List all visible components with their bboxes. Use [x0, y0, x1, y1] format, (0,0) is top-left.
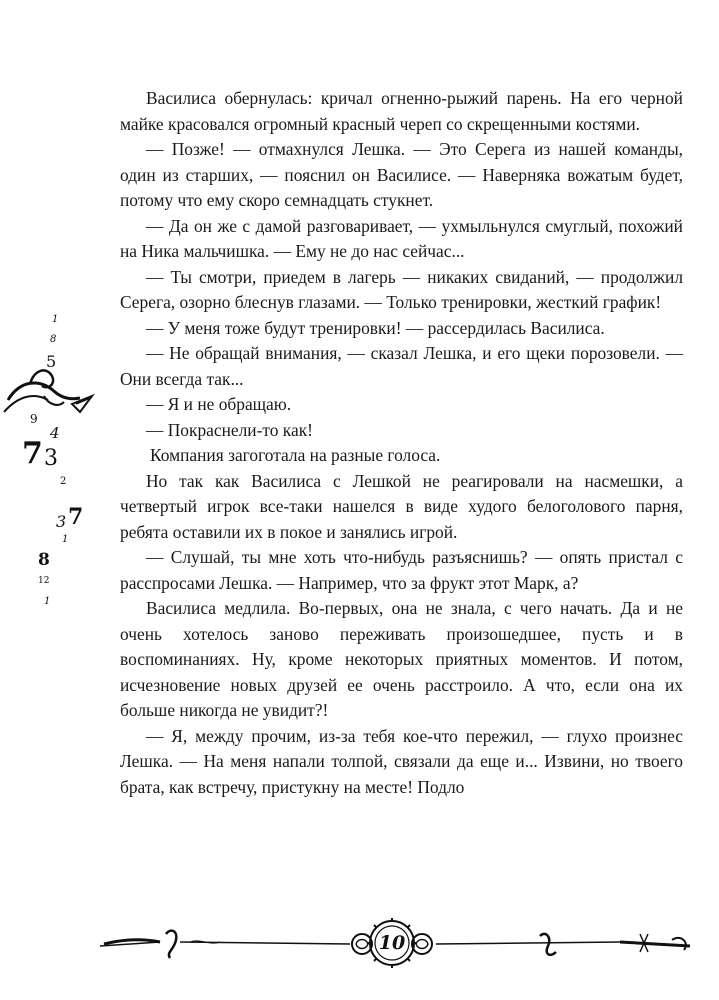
paragraph: — Ты смотри, приедем в лагерь — никаких свиданий, — продолжил Серега, озорно блеснув глазами. — Только тренировки, жесткий график! [120, 266, 683, 312]
margin-digit: 12 [38, 576, 50, 586]
margin-digit: 7 [68, 504, 84, 530]
margin-digit: 4 [50, 424, 60, 442]
page-number: 10 [378, 932, 406, 954]
margin-digit: 1 [52, 314, 59, 325]
margin-digit: 5 [46, 352, 57, 371]
body-text [120, 86, 683, 800]
paragraph: — Покраснели-то как! [146, 419, 313, 440]
margin-digit: 9 [30, 412, 38, 426]
margin-digit: 1 [62, 534, 69, 545]
paragraph: — Да он же с дамой разговаривает, — ухмыльнулся смуглый, похожий на Ника мальчишка. — Ему не до нас сейчас... [120, 215, 683, 261]
margin-digit: 8 [50, 334, 57, 345]
margin-digit: 1 [44, 596, 51, 607]
paragraph: — Слушай, ты мне хоть что-нибудь разъяснишь? — опять пристал с расспросами Лешка. — Например, что за фрукт этот Марк, а? [120, 547, 683, 593]
margin-digit: 2 [60, 476, 67, 487]
paragraph: — Я, между прочим, из-за тебя кое-что пережил, — глухо произнес Лешка. — На меня напали толпой, связали да еще и... Извини, но твоего брата, как встречу, пристукну на месте! Подло [120, 725, 683, 797]
paragraph: — Не обращай внимания, — сказал Лешка, и его щеки порозовели. — Они всегда так... [120, 343, 683, 389]
margin-digit: 8 [38, 550, 50, 570]
margin-digit: 7 [22, 436, 43, 471]
paragraph: — У меня тоже будут тренировки! — рассердилась Василиса. [146, 317, 605, 338]
margin-digit: 3 [44, 446, 58, 471]
paragraph: — Я и не обращаю. [146, 394, 292, 414]
paragraph: — Позже! — отмахнулся Лешка. — Это Серега из нашей команды, один из старших, — пояснил он Василисе. — Наверняка вожатым будет, потому что ему скоро семнадцать стукнет. [120, 139, 683, 210]
paragraph: Василиса обернулась: кричал огненно-рыжий парень. На его черной майке красовался огромный красный череп со скрещенными костями. [120, 88, 683, 134]
margin-clock-ornament [0, 300, 110, 630]
margin-digit: 3 [56, 512, 67, 531]
paragraph: Василиса медлила. Во-первых, она не знала, с чего начать. Да и не очень хотелось заново переживать произошедшее, пусть и в воспоминаниях. Ну, кроме некоторых приятных моментов. И потом, исчезновение новых друзей ее очень расстроило. А что, если она их больше никогда не увидит?! [120, 598, 683, 720]
paragraph: Но так как Василиса с Лешкой не реагировали на насмешки, а четвертый игрок все-таки нашелся в виде худого белоголового парня, ребята оставили их в покое и занялись игрой. [120, 470, 683, 542]
paragraph: Компания загоготала на разные голоса. [150, 445, 441, 465]
